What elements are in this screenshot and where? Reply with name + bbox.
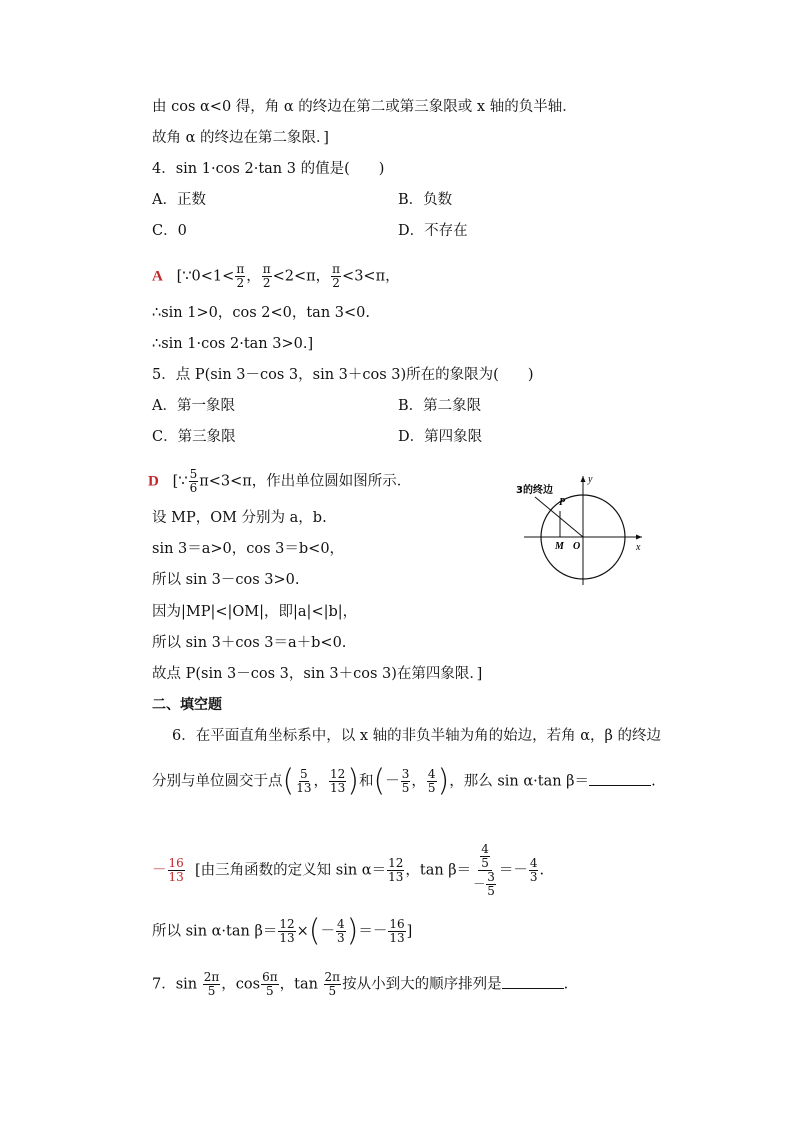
q7-stem: 7．sin $\frac{2\pi}{5}$ ，cos $\frac{6\pi}{5}$ ，tan $\frac{2\pi}{5}$ 按从小到大的顺序排列是 . <box>152 970 569 998</box>
fraction: $\frac{5}{13}$ <box>296 767 312 795</box>
q6-solution: － $\frac{16}{13}$ [由三角函数的定义知 sin α＝ $\frac{12}{13}$ ，tan β＝ $\frac{4}{5}$ － $\frac{3}{5}$ ＝－ $\frac{4}{3}$ . <box>152 842 545 898</box>
fraction: $\frac{2\pi}{5}$ <box>203 970 220 998</box>
fraction: $\frac{\pi}{2}$ <box>236 262 245 290</box>
point-p-label: P <box>559 497 566 508</box>
q4-solution-line2: ∴sin 1>0，cos 2<0，tan 3<0. <box>152 305 370 321</box>
fraction: $\frac{4}{3}$ <box>337 917 345 945</box>
q5-solution-line4: 所以 sin 3－cos 3>0. <box>152 572 300 588</box>
fraction: $\frac{\pi}{2}$ <box>332 262 341 290</box>
q5-option-b: B．第二象限 <box>398 398 482 414</box>
q6-answer: $\frac{16}{13}$ <box>168 856 184 884</box>
terminal-side-label: 3的终边 <box>516 485 553 496</box>
answer-blank <box>502 974 564 989</box>
q5-solution-line7: 故点 P(sin 3－cos 3，sin 3＋cos 3)在第四象限．] <box>152 666 483 682</box>
q4-solution-line3: ∴sin 1·cos 2·tan 3>0.] <box>152 336 314 352</box>
fraction: $\frac{3}{5}$ <box>401 767 410 795</box>
q4-option-c: C．0 <box>152 223 187 239</box>
q4-option-a: A．正数 <box>152 192 206 208</box>
q5-answer: D <box>148 473 159 490</box>
text-line: 由 cos α<0 得，角 α 的终边在第二或第三象限或 x 轴的负半轴． <box>152 99 577 115</box>
unit-circle-figure <box>510 470 650 590</box>
compound-fraction: $\frac{4}{5}$ － $\frac{3}{5}$ <box>473 842 495 898</box>
y-axis-label: y <box>588 474 593 485</box>
q5-solution-line5: 因为|MP|<|OM|，即|a|<|b|， <box>152 604 358 620</box>
q5-solution-line6: 所以 sin 3＋cos 3＝a＋b<0. <box>152 635 347 651</box>
fraction: $\frac{12}{13}$ <box>330 767 346 795</box>
q5-stem: 5．点 P(sin 3－cos 3，sin 3＋cos 3)所在的象限为( ) <box>152 367 534 383</box>
fraction: $\frac{6\pi}{5}$ <box>262 970 278 998</box>
q5-option-a: A．第一象限 <box>152 398 235 414</box>
text-line: 故角 α 的终边在第二象限．] <box>152 130 329 146</box>
q5-solution-line3: sin 3＝a>0，cos 3＝b<0， <box>152 541 345 557</box>
origin-label: O <box>573 541 581 552</box>
q6-solution-line2: 所以 sin α·tan β＝ $\frac{12}{13}$ ×(－ $\frac{4}{3}$ )＝－ $\frac{16}{13}$ ] <box>152 913 413 949</box>
q5-solution-line2: 设 MP，OM 分别为 a，b. <box>152 510 327 526</box>
fraction: $\frac{16}{13}$ <box>389 917 405 945</box>
q5-solution-line1: D [∵ $\frac{5}{6}$ π<3<π，作出单位圆如图所示． <box>148 467 412 495</box>
x-axis-label: x <box>636 542 641 553</box>
q4-option-d: D．不存在 <box>398 223 468 239</box>
point-m-label: M <box>555 541 564 552</box>
fraction: $\frac{\pi}{2}$ <box>262 262 271 290</box>
q6-stem-line1: 6．在平面直角坐标系中，以 x 轴的非负半轴为角的始边，若角 α，β 的终边 <box>172 728 662 744</box>
fraction: $\frac{12}{13}$ <box>279 917 295 945</box>
fraction: $\frac{5}{6}$ <box>189 467 198 495</box>
fraction: $\frac{12}{13}$ <box>388 856 404 884</box>
section-heading: 二、填空题 <box>152 697 222 713</box>
fraction: $\frac{4}{3}$ <box>529 856 538 884</box>
fraction: $\frac{2\pi}{5}$ <box>324 970 341 998</box>
q4-solution-line1: A [∵0<1< $\frac{\pi}{2}$ ， $\frac{\pi}{2}$ <2<π， $\frac{\pi}{2}$ <3<π， <box>152 262 400 290</box>
fraction: $\frac{4}{5}$ <box>427 767 436 795</box>
q5-option-d: D．第四象限 <box>398 429 483 445</box>
q6-stem-line2: 分别与单位圆交于点( $\frac{5}{13}$ ， $\frac{12}{13}$ )和(－ $\frac{3}{5}$ ， $\frac{4}{5}$ )，那么 sin α·tan β＝ . <box>152 763 656 799</box>
answer-blank <box>589 771 651 786</box>
q4-answer: A <box>152 268 163 285</box>
q4-option-b: B．负数 <box>398 192 453 208</box>
q4-stem: 4．sin 1·cos 2·tan 3 的值是( ) <box>152 161 385 177</box>
q5-option-c: C．第三象限 <box>152 429 236 445</box>
